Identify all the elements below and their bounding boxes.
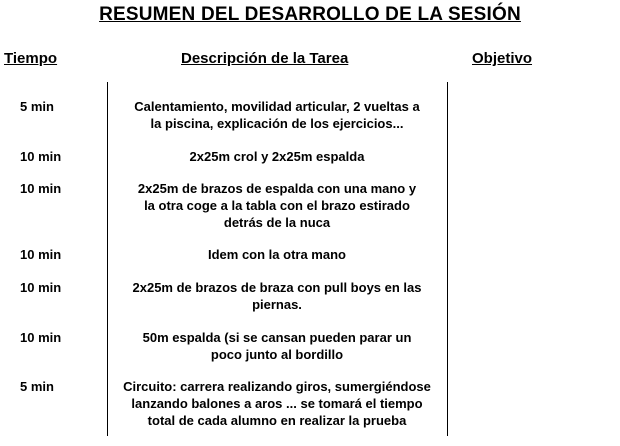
- row-time: 5 min: [20, 379, 54, 394]
- row-description-line: lanzando balones a aros ... se tomará el tiempo: [131, 396, 423, 411]
- row-description-line: 50m espalda (si se cansan pueden parar un: [142, 330, 412, 345]
- row-description: [108, 148, 446, 165]
- row-time: 10 min: [20, 330, 62, 345]
- row-description-line: 2x25m de brazos de braza con pull boys en las: [132, 280, 422, 295]
- column-header-description: Descripción de la Tarea: [181, 50, 349, 67]
- document-title: RESUMEN DEL DESARROLLO DE LA SESIÓN: [99, 4, 521, 25]
- row-description-line: Idem con la otra mano: [208, 247, 346, 262]
- row-time: 10 min: [20, 181, 62, 196]
- column-header-objective: Objetivo: [472, 50, 533, 67]
- row-description: [108, 98, 446, 132]
- row-time: 10 min: [20, 149, 62, 164]
- row-description-line: Circuito: carrera realizando giros, sumergiéndose: [123, 379, 431, 394]
- row-description-line: poco junto al bordillo: [210, 347, 344, 362]
- row-description-line: la otra coge a la tabla con el brazo estirado: [144, 198, 410, 213]
- row-description-line: piernas.: [252, 297, 302, 312]
- row-description-line: 2x25m crol y 2x25m espalda: [189, 149, 365, 164]
- row-description: [108, 180, 446, 231]
- row-time: 10 min: [20, 280, 62, 295]
- row-description: [108, 279, 446, 313]
- row-description-line: total de cada alumno en realizar la prueba: [147, 413, 407, 428]
- row-time: 5 min: [20, 99, 54, 114]
- row-description: [108, 329, 446, 363]
- row-description-line: 2x25m de brazos de espalda con una mano y: [137, 181, 417, 196]
- column-divider-right: [447, 82, 448, 436]
- row-description-line: Calentamiento, movilidad articular, 2 vueltas a: [134, 99, 420, 114]
- row-description: [108, 378, 446, 429]
- row-time: 10 min: [20, 247, 62, 262]
- row-description-line: detrás de la nuca: [223, 215, 331, 230]
- row-description: [108, 246, 446, 263]
- column-header-time: Tiempo: [4, 50, 58, 67]
- row-description-line: la piscina, explicación de los ejercicios...: [150, 116, 404, 131]
